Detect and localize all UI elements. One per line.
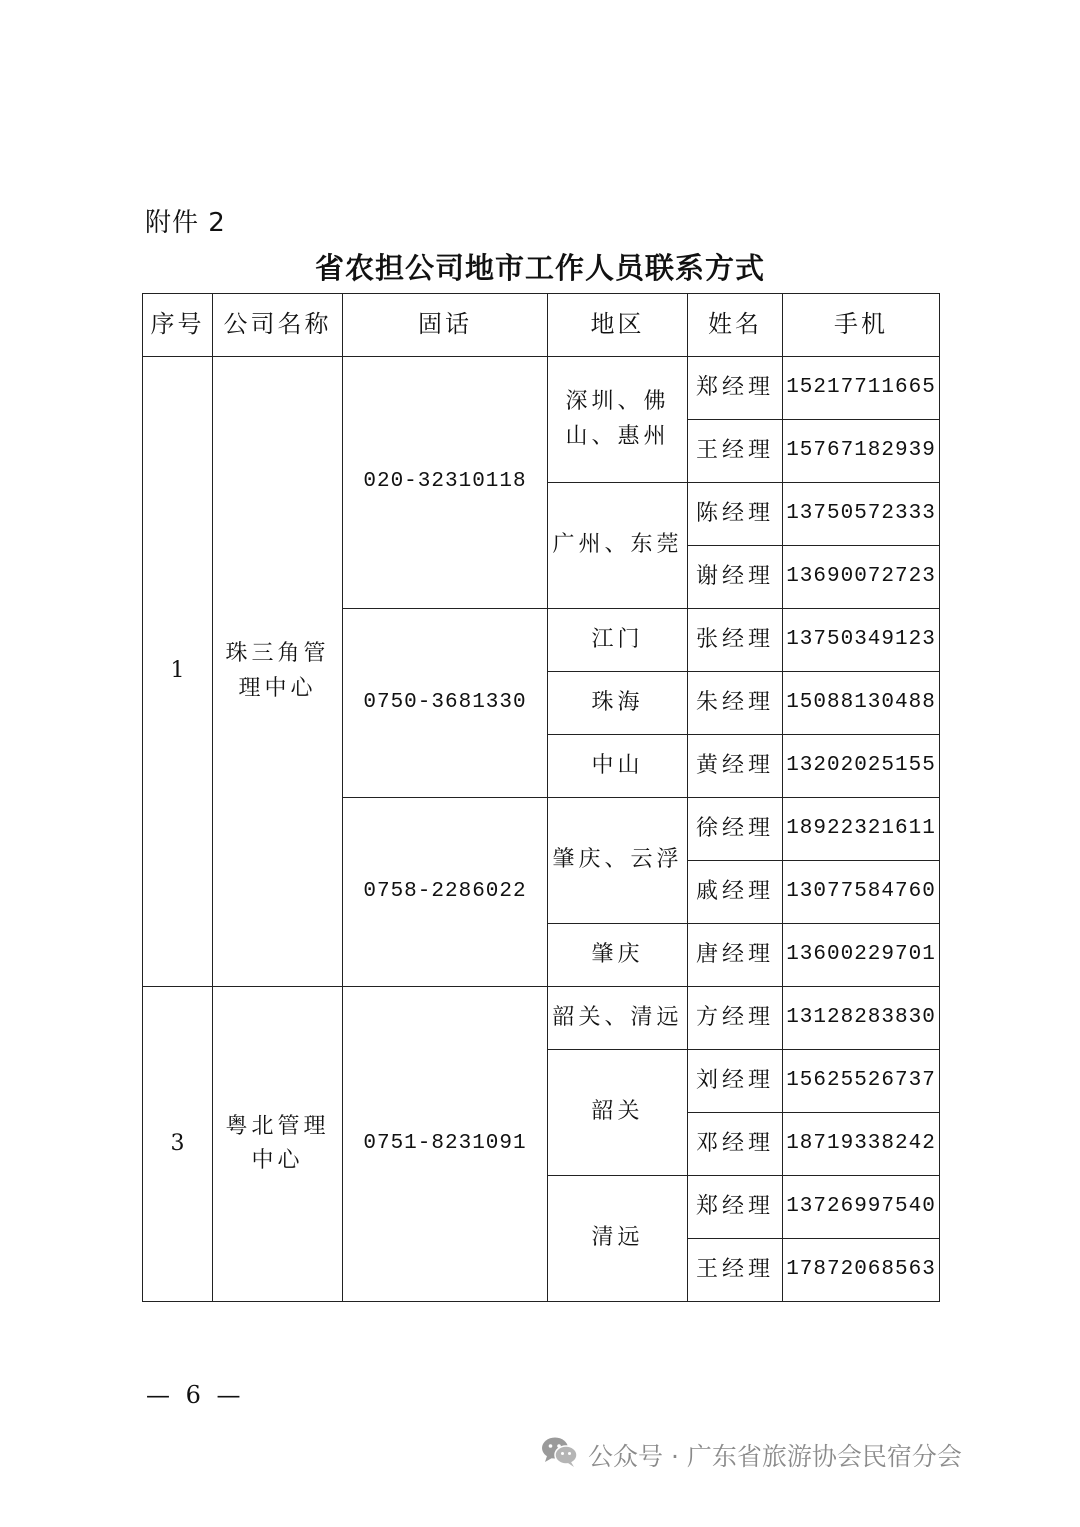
page-number: — 6 — <box>146 1381 245 1409</box>
cell-mobile: 13690072723 <box>783 546 940 609</box>
table-row <box>143 987 940 1050</box>
header-cell-company: 公司名称 <box>213 294 343 357</box>
cell-mobile: 15625526737 <box>783 1050 940 1113</box>
cell-region: 韶关 <box>548 1050 688 1176</box>
cell-mobile: 15088130488 <box>783 672 940 735</box>
cell-landline: 0758-2286022 <box>343 798 548 987</box>
header-cell-mobile: 手机 <box>783 294 940 357</box>
cell-mobile: 18719338242 <box>783 1113 940 1176</box>
watermark <box>540 1435 962 1475</box>
wechat-icon <box>540 1435 580 1475</box>
cell-name: 张经理 <box>688 609 783 672</box>
cell-mobile: 13750572333 <box>783 483 940 546</box>
table-row <box>143 357 940 420</box>
cell-region: 肇庆、云浮 <box>548 798 688 924</box>
attachment-label: 附件 2 <box>145 208 226 238</box>
cell-company: 珠三角管理中心 <box>213 357 343 987</box>
cell-region: 清远 <box>548 1176 688 1302</box>
document-title: 省农担公司地市工作人员联系方式 <box>314 251 765 285</box>
table-header-row <box>143 294 940 357</box>
cell-region: 韶关、清远 <box>548 987 688 1050</box>
cell-mobile: 13077584760 <box>783 861 940 924</box>
header-cell-region: 地区 <box>548 294 688 357</box>
cell-company: 粤北管理中心 <box>213 987 343 1302</box>
cell-name: 徐经理 <box>688 798 783 861</box>
cell-no: 3 <box>143 987 213 1302</box>
header-cell-name: 姓名 <box>688 294 783 357</box>
cell-mobile: 15767182939 <box>783 420 940 483</box>
cell-mobile: 15217711665 <box>783 357 940 420</box>
cell-mobile: 13750349123 <box>783 609 940 672</box>
cell-name: 方经理 <box>688 987 783 1050</box>
cell-no: 1 <box>143 357 213 987</box>
cell-landline: 0750-3681330 <box>343 609 548 798</box>
cell-mobile: 18922321611 <box>783 798 940 861</box>
cell-name: 刘经理 <box>688 1050 783 1113</box>
cell-name: 黄经理 <box>688 735 783 798</box>
cell-region: 江门 <box>548 609 688 672</box>
cell-region: 广州、东莞 <box>548 483 688 609</box>
header-cell-no: 序号 <box>143 294 213 357</box>
cell-name: 谢经理 <box>688 546 783 609</box>
cell-name: 邓经理 <box>688 1113 783 1176</box>
cell-name: 王经理 <box>688 1239 783 1302</box>
cell-name: 王经理 <box>688 420 783 483</box>
cell-region: 中山 <box>548 735 688 798</box>
cell-mobile: 13202025155 <box>783 735 940 798</box>
cell-name: 朱经理 <box>688 672 783 735</box>
cell-mobile: 13726997540 <box>783 1176 940 1239</box>
cell-landline: 0751-8231091 <box>343 987 548 1302</box>
cell-name: 郑经理 <box>688 357 783 420</box>
cell-region: 肇庆 <box>548 924 688 987</box>
cell-region: 珠海 <box>548 672 688 735</box>
watermark-text: 公众号 · 广东省旅游协会民宿分会 <box>588 1442 962 1471</box>
cell-landline: 020-32310118 <box>343 357 548 609</box>
cell-name: 郑经理 <box>688 1176 783 1239</box>
cell-mobile: 13128283830 <box>783 987 940 1050</box>
cell-name: 陈经理 <box>688 483 783 546</box>
header-cell-phone: 固话 <box>343 294 548 357</box>
cell-name: 唐经理 <box>688 924 783 987</box>
cell-mobile: 17872068563 <box>783 1239 940 1302</box>
cell-name: 戚经理 <box>688 861 783 924</box>
cell-mobile: 13600229701 <box>783 924 940 987</box>
contact-table <box>142 293 940 1302</box>
cell-region: 深圳、佛山、惠州 <box>548 357 688 483</box>
